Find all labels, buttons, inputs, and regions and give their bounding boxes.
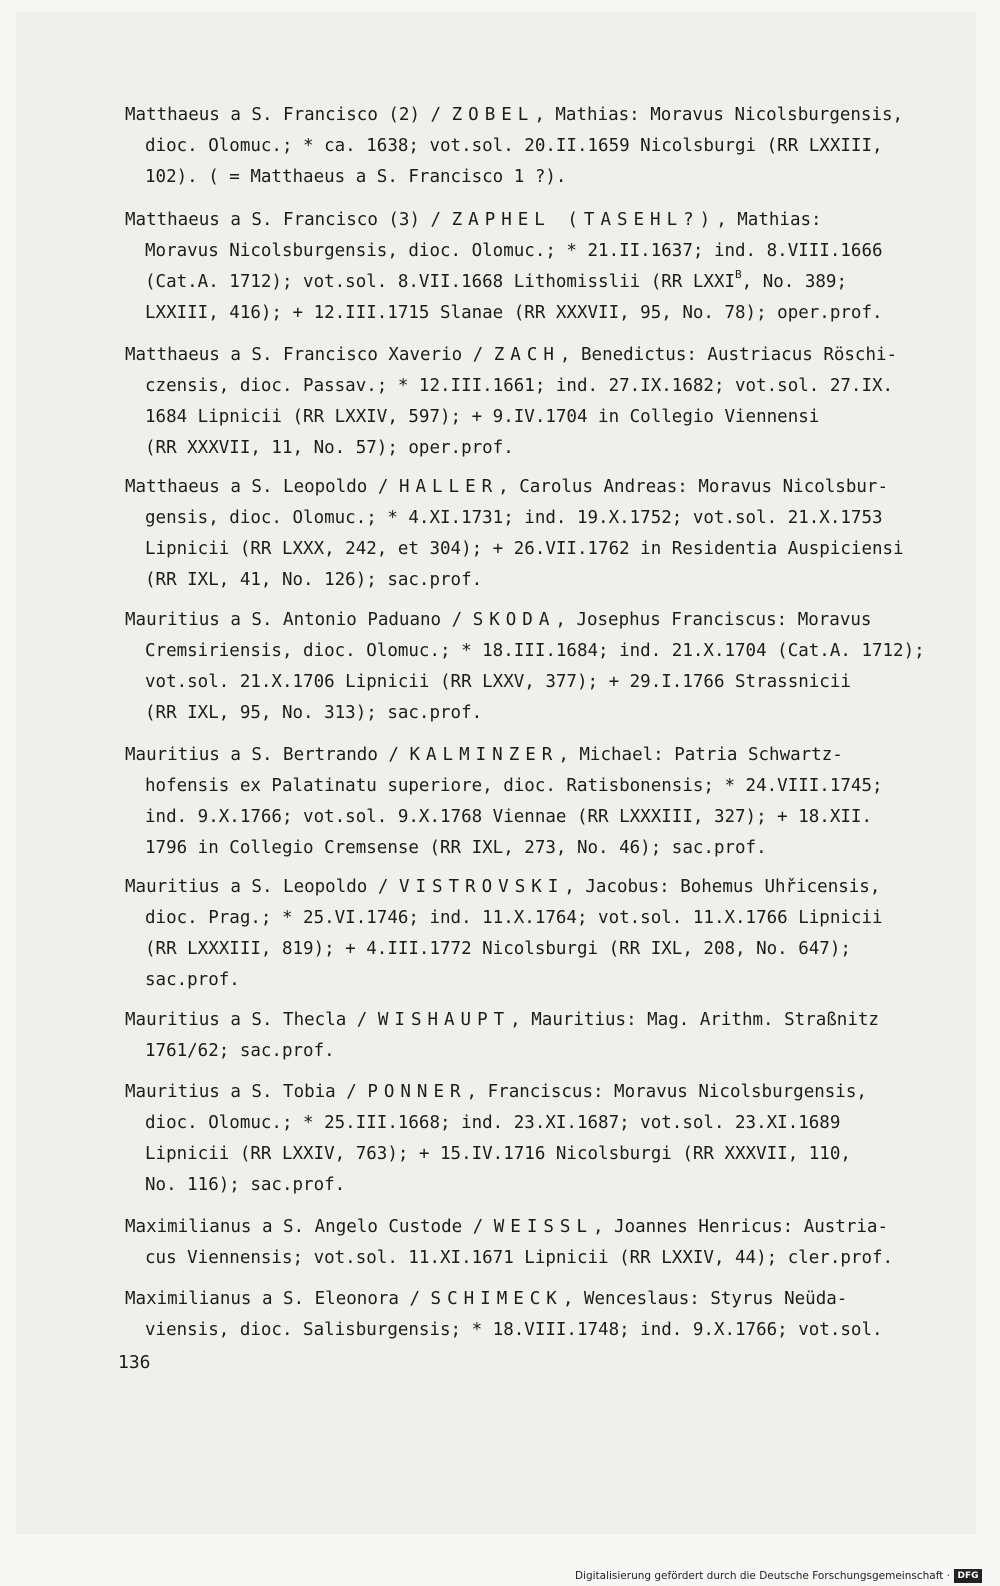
entry-first-line-rest: , Josephus Franciscus: Moravus bbox=[555, 610, 872, 630]
entry-surname: SCHIMECK bbox=[430, 1289, 563, 1309]
entry-surname: KALMINZER bbox=[409, 745, 559, 765]
entry-first-line bbox=[125, 605, 915, 636]
entry-first-line-rest: , Carolus Andreas: Moravus Nicolsbur- bbox=[498, 477, 888, 497]
entry-religious-name: Matthaeus a S. Francisco (2) / bbox=[125, 105, 452, 125]
entry-line: (RR XXXVII, 11, No. 57); oper.prof. bbox=[145, 438, 514, 458]
entry-first-line-rest: , Franciscus: Moravus Nicolsburgensis, bbox=[466, 1082, 867, 1102]
digitization-credit: Digitalisierung gefördert durch die Deutsche Forschungsgemeinschaft · bbox=[574, 1570, 950, 1582]
entry-first-line-rest: , Mathias: Moravus Nicolsburgensis, bbox=[534, 105, 904, 125]
entry-line: Cremsiriensis, dioc. Olomuc.; * 18.III.1684; ind. 21.X.1704 (Cat.A. 1712); bbox=[145, 641, 925, 661]
entry-line bbox=[125, 267, 915, 298]
entry-line: gensis, dioc. Olomuc.; * 4.XI.1731; ind. 19.X.1752; vot.sol. 21.X.1753 bbox=[145, 508, 883, 528]
entry-first-line bbox=[125, 740, 915, 771]
entry-religious-name: Mauritius a S. Thecla / bbox=[125, 1010, 378, 1030]
entry-first-line-rest: , Mathias: bbox=[716, 210, 822, 230]
entry-first-line bbox=[125, 205, 915, 236]
entry-line: hofensis ex Palatinatu superiore, dioc. Ratisbonensis; * 24.VIII.1745; bbox=[145, 776, 883, 796]
entry-religious-name: Mauritius a S. Leopoldo / bbox=[125, 877, 399, 897]
entry-religious-name: Matthaeus a S. Leopoldo / bbox=[125, 477, 399, 497]
entry-line-text: , No. 389; bbox=[741, 272, 847, 292]
entry-first-line bbox=[125, 100, 915, 131]
entry-first-line bbox=[125, 1284, 915, 1315]
entry-line: 102). ( = Matthaeus a S. Francisco 1 ?). bbox=[145, 167, 567, 187]
entry-surname: PONNER bbox=[367, 1082, 467, 1102]
entry-line: Lipnicii (RR LXXX, 242, et 304); + 26.VII.1762 in Residentia Auspiciensi bbox=[145, 539, 904, 559]
entry-line: dioc. Prag.; * 25.VI.1746; ind. 11.X.1764; vot.sol. 11.X.1766 Lipnicii bbox=[145, 908, 883, 928]
entry-first-line-rest: , Jacobus: Bohemus Uhřicensis, bbox=[564, 877, 881, 897]
entry-line: Moravus Nicolsburgensis, dioc. Olomuc.; * 21.II.1637; ind. 8.VIII.1666 bbox=[145, 241, 883, 261]
entry-religious-name: Mauritius a S. Bertrando / bbox=[125, 745, 410, 765]
entry-surname: VISTROVSKI bbox=[398, 877, 565, 897]
entry-line: 1796 in Collegio Cremsense (RR IXL, 273, No. 46); sac.prof. bbox=[145, 838, 767, 858]
register-entry-4 bbox=[125, 472, 915, 596]
entry-line: dioc. Olomuc.; * 25.III.1668; ind. 23.XI.1687; vot.sol. 23.XI.1689 bbox=[145, 1113, 841, 1133]
register-entry-7 bbox=[125, 872, 915, 996]
entry-line: czensis, dioc. Passav.; * 12.III.1661; ind. 27.IX.1682; vot.sol. 27.IX. bbox=[145, 376, 894, 396]
entry-first-line bbox=[125, 340, 915, 371]
entry-religious-name: Mauritius a S. Antonio Paduano / bbox=[125, 610, 473, 630]
entry-line: dioc. Olomuc.; * ca. 1638; vot.sol. 20.II.1659 Nicolsburgi (RR LXXIII, bbox=[145, 136, 883, 156]
entry-line: vot.sol. 21.X.1706 Lipnicii (RR LXXV, 377); + 29.I.1766 Strassnicii bbox=[145, 672, 851, 692]
register-entry-1 bbox=[125, 100, 915, 193]
entry-line: 1684 Lipnicii (RR LXXIV, 597); + 9.IV.1704 in Collegio Viennensi bbox=[145, 407, 820, 427]
entry-line: 1761/62; sac.prof. bbox=[145, 1041, 335, 1061]
entry-surname: WEISSL bbox=[493, 1217, 593, 1237]
entry-line: ind. 9.X.1766; vot.sol. 9.X.1768 Viennae (RR LXXXIII, 327); + 18.XII. bbox=[145, 807, 872, 827]
entry-first-line-rest: , Wenceslaus: Styrus Neüda- bbox=[562, 1289, 848, 1309]
entry-line: (RR IXL, 95, No. 313); sac.prof. bbox=[145, 703, 483, 723]
entry-surname: ZACH bbox=[493, 345, 560, 365]
entry-religious-name: Matthaeus a S. Francisco (3) / bbox=[125, 210, 452, 230]
entry-line: cus Viennensis; vot.sol. 11.XI.1671 Lipnicii (RR LXXIV, 44); cler.prof. bbox=[145, 1248, 894, 1268]
dfg-logo-icon: DFG bbox=[954, 1569, 982, 1583]
entry-surname: SKODA bbox=[472, 610, 556, 630]
register-entry-9 bbox=[125, 1077, 915, 1201]
entry-line: LXXIII, 416); + 12.III.1715 Slanae (RR XXXVII, 95, No. 78); oper.prof. bbox=[145, 303, 883, 323]
entry-line: (RR IXL, 41, No. 126); sac.prof. bbox=[145, 570, 483, 590]
superscript: B bbox=[735, 268, 742, 281]
entry-surname: HALLER bbox=[398, 477, 499, 497]
entry-first-line-rest: , Benedictus: Austriacus Röschi- bbox=[559, 345, 898, 365]
entry-religious-name: Matthaeus a S. Francisco Xaverio / bbox=[125, 345, 494, 365]
entry-surname: WISHAUPT bbox=[377, 1010, 511, 1030]
register-entry-11 bbox=[125, 1284, 915, 1346]
register-entry-8 bbox=[125, 1005, 915, 1067]
entry-first-line bbox=[125, 1005, 915, 1036]
entry-first-line bbox=[125, 1212, 915, 1243]
register-entry-10 bbox=[125, 1212, 915, 1274]
register-entry-5 bbox=[125, 605, 925, 729]
entry-line: No. 116); sac.prof. bbox=[145, 1175, 346, 1195]
entry-line: viensis, dioc. Salisburgensis; * 18.VIII.1748; ind. 9.X.1766; vot.sol. bbox=[145, 1320, 883, 1340]
entry-first-line-rest: , Mauritius: Mag. Arithm. Straßnitz bbox=[510, 1010, 879, 1030]
entry-religious-name: Maximilianus a S. Eleonora / bbox=[125, 1289, 431, 1309]
register-entry-2 bbox=[125, 205, 915, 329]
register-entry-3 bbox=[125, 340, 915, 464]
entry-line: sac.prof. bbox=[145, 970, 240, 990]
entry-religious-name: Maximilianus a S. Angelo Custode / bbox=[125, 1217, 494, 1237]
entry-first-line bbox=[125, 872, 915, 903]
entry-line: Lipnicii (RR LXXIV, 763); + 15.IV.1716 Nicolsburgi (RR XXXVII, 110, bbox=[145, 1144, 851, 1164]
entry-first-line bbox=[125, 1077, 915, 1108]
entry-first-line-rest: , Michael: Patria Schwartz- bbox=[558, 745, 843, 765]
register-entry-6 bbox=[125, 740, 915, 864]
entry-first-line-rest: , Joannes Henricus: Austria- bbox=[592, 1217, 888, 1237]
entry-first-line bbox=[125, 472, 915, 503]
page-number: 136 bbox=[118, 1352, 151, 1373]
entry-surname: ZAPHEL (TASEHL?) bbox=[451, 210, 717, 230]
entry-line-text: (Cat.A. 1712); vot.sol. 8.VII.1668 Lithomisslii (RR LXXI bbox=[145, 272, 736, 292]
entry-religious-name: Mauritius a S. Tobia / bbox=[125, 1082, 368, 1102]
entry-surname: ZOBEL bbox=[451, 105, 535, 125]
entry-line: (RR LXXXIII, 819); + 4.III.1772 Nicolsburgi (RR IXL, 208, No. 647); bbox=[145, 939, 851, 959]
